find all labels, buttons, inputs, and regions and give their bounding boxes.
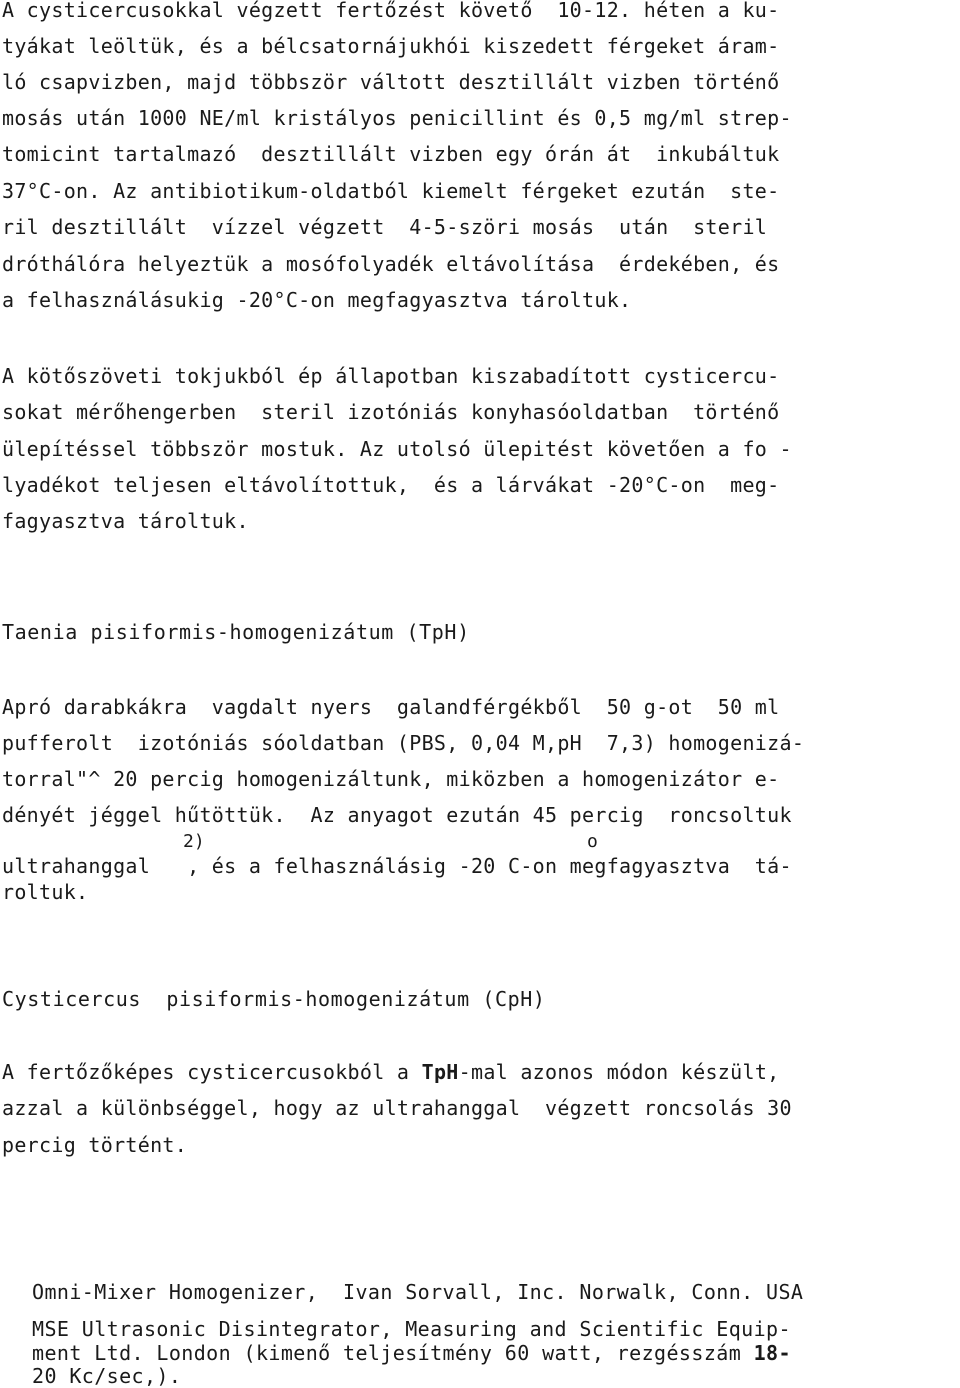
footnote-reference: 2) — [183, 831, 205, 852]
text-span: -mal azonos módon készült, — [458, 1060, 780, 1084]
text-line: a felhasználásukig -20°C-on megfagyasztva tároltuk. — [2, 288, 632, 312]
text-line: mosás után 1000 NE/ml kristályos penicillint és 0,5 mg/ml strep- — [2, 106, 792, 130]
text-line: ultrahanggal , és a felhasználásig -20 C-on megfagyasztva tá- — [2, 854, 792, 878]
text-span: A fertőzőképes cysticercusokból a — [2, 1060, 422, 1084]
footnote-1: Omni-Mixer Homogenizer, Ivan Sorvall, Inc. Norwalk, Conn. USA — [32, 1280, 804, 1304]
text-line: tomicint tartalmazó desztillált vizben egy órán át inkubáltuk — [2, 142, 780, 166]
footnote-2-continued — [32, 1341, 942, 1365]
section-heading: Taenia pisiformis-homogenizátum (TpH) — [2, 620, 470, 644]
text-line: torral"^ 20 percig homogenizáltunk, miközben a homogenizátor e- — [2, 767, 780, 791]
text-line: sokat mérőhengerben steril izotóniás konyhasóoldatban történő — [2, 400, 780, 424]
text-line: dróthálóra helyeztük a mosófolyadék eltávolítása érdekében, és — [2, 252, 780, 276]
bold-abbreviation: TpH — [421, 1060, 459, 1084]
text-line: tyákat leöltük, és a bélcsatornájukhói kiszedett férgeket áram- — [2, 34, 780, 58]
section-heading: Cysticercus pisiformis-homogenizátum (CpH) — [2, 987, 546, 1011]
footnote-2-end: 20 Kc/sec,). — [32, 1364, 182, 1388]
text-line: Apró darabkákra vagdalt nyers galandférgékből 50 g-ot 50 ml — [2, 695, 780, 719]
degree-sign: o — [587, 831, 598, 852]
text-line: ló csapvizben, majd többször váltott desztillált vizben történő — [2, 70, 780, 94]
footnote-2: MSE Ultrasonic Disintegrator, Measuring and Scientific Equip- — [32, 1317, 791, 1341]
text-line: ril desztillált vízzel végzett 4-5-szöri mosás után steril — [2, 215, 768, 239]
text-line: A cysticercusokkal végzett fertőzést követő 10-12. héten a ku- — [2, 0, 780, 22]
text-line: percig történt. — [2, 1133, 188, 1157]
text-line: azzal a különbséggel, hogy az ultrahanggal végzett roncsolás 30 — [2, 1096, 792, 1120]
text-line — [2, 1060, 942, 1084]
text-line: lyadékot teljesen eltávolítottuk, és a lárvákat -20°C-on meg- — [2, 473, 780, 497]
text-line: roltuk. — [2, 880, 89, 904]
page-number: 18- — [753, 1341, 791, 1365]
text-line: 37°C-on. Az antibiotikum-oldatból kiemelt férgeket ezután ste- — [2, 179, 780, 203]
text-span: ment Ltd. London (kimenő teljesítmény 60 watt, rezgésszám — [32, 1341, 754, 1365]
text-line: pufferolt izotóniás sóoldatban (PBS, 0,04 M,pH 7,3) homogenizá- — [2, 731, 805, 755]
text-line: ülepítéssel többször mostuk. Az utolsó ülepitést követően a fo - — [2, 437, 792, 461]
text-line: fagyasztva tároltuk. — [2, 509, 249, 533]
text-line: A kötőszöveti tokjukból ép állapotban kiszabadított cysticercu- — [2, 364, 780, 388]
text-line: dényét jéggel hűtöttük. Az anyagot ezután 45 percig roncsoltuk — [2, 803, 792, 827]
